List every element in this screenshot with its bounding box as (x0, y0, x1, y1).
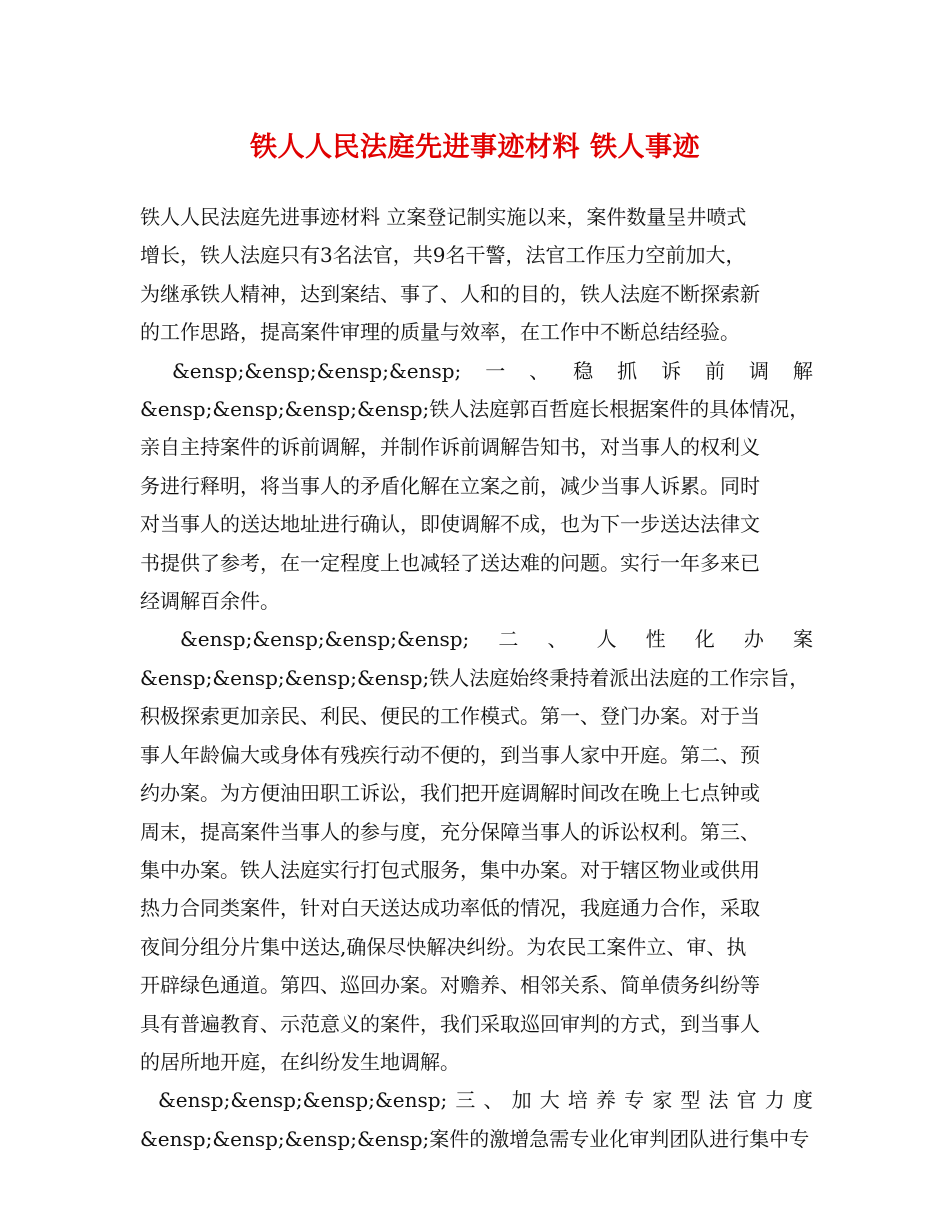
heading-char: 养 (596, 1088, 617, 1113)
document-body (140, 198, 813, 1158)
heading-char: 三 (455, 1088, 476, 1113)
heading-char: 官 (736, 1088, 757, 1113)
text-line: 积极探索更加亲民、利民、便民的工作模式。第一、登门办案。对于当 (140, 704, 760, 729)
heading-char: 人 (596, 627, 617, 652)
heading-char: 加 (511, 1088, 532, 1113)
text-line: 的居所地开庭，在纠纷发生地调解。 (140, 1049, 460, 1074)
heading-char: 抓 (617, 358, 638, 383)
text-line: 为继承铁人精神，达到案结、事了、人和的目的，铁人法庭不断探索新 (140, 281, 760, 306)
heading-entity-text: &ensp;&ensp;&ensp;&ensp; (180, 627, 470, 652)
text-line: 夜间分组分片集中送达,确保尽快解决纠纷。为农民工案件立、审、执 (140, 934, 747, 959)
heading-char: 一 (485, 358, 506, 383)
heading-char: 解 (792, 358, 813, 383)
text-line: 亲自主持案件的诉前调解，并制作诉前调解告知书，对当事人的权利义 (140, 435, 760, 460)
text-line: 经调解百余件。 (140, 589, 280, 614)
section-heading-1 (140, 352, 813, 390)
heading-char: 诉 (661, 358, 682, 383)
section-heading-2 (140, 620, 813, 658)
text-line: 增长，铁人法庭只有3名法官，共9名干警，法官工作压力空前加大， (140, 243, 746, 268)
heading-char: 案 (792, 627, 813, 652)
heading-char: 大 (539, 1088, 560, 1113)
text-line: 铁人人民法庭先进事迹材料 立案登记制实施以来，案件数量呈井喷式 (140, 205, 747, 229)
text-line: &ensp;&ensp;&ensp;&ensp;铁人法庭郭百哲庭长根据案件的具体情况， (140, 397, 810, 422)
heading-char: 、 (483, 1088, 504, 1113)
text-line: 务进行释明，将当事人的矛盾化解在立案之前，减少当事人诉累。同时 (140, 473, 760, 498)
section-heading-3 (140, 1081, 813, 1119)
text-line: 的工作思路，提高案件审理的质量与效率，在工作中不断总结经验。 (140, 320, 740, 345)
heading-char: 型 (680, 1088, 701, 1113)
heading-char: 稳 (573, 358, 594, 383)
heading-char: 培 (567, 1088, 588, 1113)
text-line: 开辟绿色通道。第四、巡回办案。对赡养、相邻关系、简单债务纠纷等 (140, 973, 760, 998)
heading-char: 性 (645, 627, 666, 652)
text-line: &ensp;&ensp;&ensp;&ensp;案件的激增急需专业化审判团队进行集中专 (140, 1126, 810, 1151)
text-line: 热力合同类案件，针对白天送达成功率低的情况，我庭通力合作，采取 (140, 896, 760, 921)
heading-char: 家 (652, 1088, 673, 1113)
text-line: 集中办案。铁人法庭实行打包式服务，集中办案。对于辖区物业或供用 (140, 857, 760, 882)
heading-char: 化 (694, 627, 715, 652)
text-line: 书提供了参考，在一定程度上也减轻了送达难的问题。实行一年多来已 (140, 550, 760, 575)
document-title: 铁人人民法庭先进事迹材料 铁人事迹 (250, 132, 700, 163)
heading-char: 办 (743, 627, 764, 652)
text-line: 具有普遍教育、示范意义的案件，我们采取巡回审判的方式，到当事人 (140, 1011, 760, 1036)
heading-char: 专 (624, 1088, 645, 1113)
text-line: &ensp;&ensp;&ensp;&ensp;铁人法庭始终秉持着派出法庭的工作宗旨， (140, 665, 810, 690)
heading-entity-text: &ensp;&ensp;&ensp;&ensp; (158, 1088, 448, 1113)
heading-char: 二 (498, 627, 519, 652)
text-line: 对当事人的送达地址进行确认，即使调解不成，也为下一步送达法律文 (140, 512, 760, 537)
heading-char: 力 (764, 1088, 785, 1113)
text-line: 事人年龄偏大或身体有残疾行动不便的，到当事人家中开庭。第二、预 (140, 742, 760, 767)
heading-char: 前 (705, 358, 726, 383)
heading-char: 法 (708, 1088, 729, 1113)
heading-char: 、 (529, 358, 550, 383)
heading-char: 、 (547, 627, 568, 652)
heading-entity-text: &ensp;&ensp;&ensp;&ensp; (172, 358, 462, 383)
heading-char: 度 (792, 1088, 813, 1113)
heading-char: 调 (748, 358, 769, 383)
text-line: 约办案。为方便油田职工诉讼，我们把开庭调解时间改在晚上七点钟或 (140, 781, 760, 806)
text-line: 周末，提高案件当事人的参与度，充分保障当事人的诉讼权利。第三、 (140, 819, 760, 844)
